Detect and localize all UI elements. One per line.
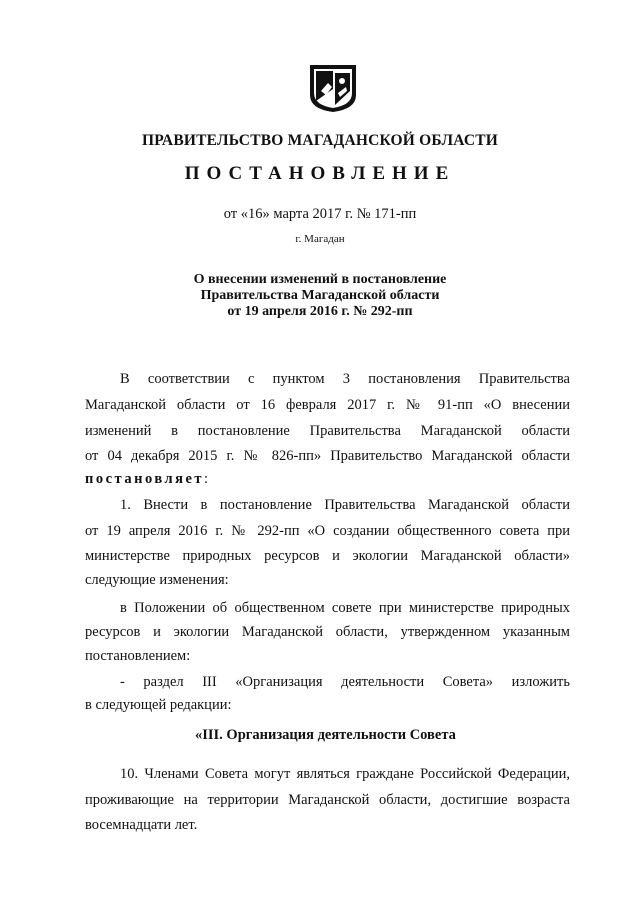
coat-of-arms-icon (306, 63, 360, 113)
decrees-word: постановляет (85, 471, 205, 487)
decrees-line (85, 471, 208, 488)
subject-line: от 19 апреля 2016 г. № 292-пп (227, 304, 413, 319)
paragraph-line: следующие изменения: (85, 572, 229, 588)
paragraph-line: постановлением: (85, 648, 191, 664)
paragraph-line: от 19 апреля 2016 г. № 292-пп «О создании общественного совета при (85, 523, 570, 539)
paragraph-line: ресурсов и экологии Магаданской области, утвержденном указанным (85, 624, 570, 640)
organization-title: ПРАВИТЕЛЬСТВО МАГАДАНСКОЙ ОБЛАСТИ (141, 132, 499, 149)
document-subject (0, 272, 640, 320)
paragraph-line: министерстве природных ресурсов и экологии Магаданской области» (85, 548, 570, 564)
paragraph-line: 1. Внести в постановление Правительства Магаданской области (120, 497, 570, 513)
decrees-colon: : (204, 471, 209, 487)
paragraph-line: в следующей редакции: (85, 697, 232, 713)
document-type: ПОСТАНОВЛЕНИЕ (184, 163, 456, 184)
paragraph-line: В соответствии с пунктом 3 постановления Правительства (120, 371, 570, 387)
paragraph-line: восемнадцати лет. (85, 817, 198, 833)
paragraph-line: Магаданской области от 16 февраля 2017 г. № 91-пп «О внесении (85, 397, 570, 413)
paragraph-line: 10. Членами Совета могут являться граждане Российской Федерации, (120, 766, 570, 782)
section-title: «III. Организация деятельности Совета (195, 727, 456, 743)
document-city: г. Магадан (295, 233, 345, 245)
document-number: от «16» марта 2017 г. № 171-пп (223, 206, 417, 222)
paragraph-line: от 04 декабря 2015 г. № 826-пп» Правительство Магаданской области (85, 448, 570, 464)
paragraph-line: в Положении об общественном совете при министерстве природных (120, 600, 570, 616)
paragraph-line: проживающие на территории Магаданской области, достигшие возраста (85, 792, 570, 808)
subject-line: Правительства Магаданской области (200, 288, 440, 303)
paragraph-line: - раздел III «Организация деятельности Совета» изложить (120, 674, 570, 690)
paragraph-line: изменений в постановление Правительства Магаданской области (85, 423, 570, 439)
subject-line: О внесении изменений в постановление (193, 272, 447, 287)
